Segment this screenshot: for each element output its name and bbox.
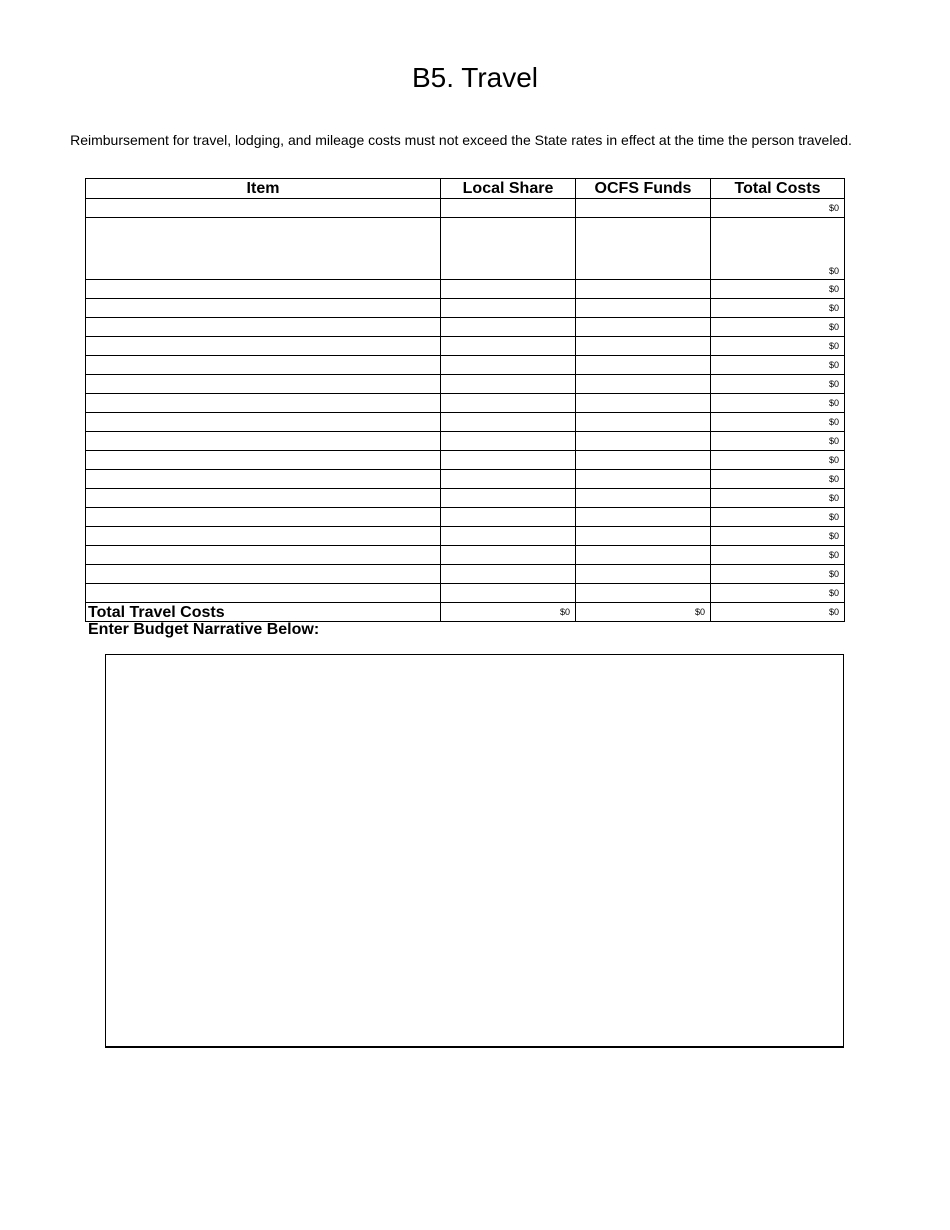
table-row	[86, 218, 845, 280]
local-share-cell[interactable]	[441, 565, 576, 584]
ocfs-funds-cell[interactable]	[576, 318, 711, 337]
row-total-cell: $0	[711, 299, 845, 318]
ocfs-funds-cell[interactable]	[576, 337, 711, 356]
row-total-cell: $0	[711, 318, 845, 337]
item-cell[interactable]	[86, 394, 441, 413]
item-cell[interactable]	[86, 584, 441, 603]
ocfs-funds-cell[interactable]	[576, 299, 711, 318]
table-row	[86, 337, 845, 356]
totals-label: Total Travel Costs	[86, 603, 441, 622]
column-header-local-share: Local Share	[441, 179, 576, 199]
ocfs-funds-cell[interactable]	[576, 413, 711, 432]
ocfs-funds-cell[interactable]	[576, 356, 711, 375]
row-total-cell: $0	[711, 546, 845, 565]
item-cell[interactable]	[86, 527, 441, 546]
table-row	[86, 299, 845, 318]
local-share-cell[interactable]	[441, 280, 576, 299]
page-title: B5. Travel	[411, 62, 539, 93]
table-header-row	[86, 179, 845, 199]
column-header-item: Item	[86, 179, 441, 199]
column-header-total-costs: Total Costs	[711, 179, 845, 199]
row-total-cell: $0	[711, 280, 845, 299]
row-total-cell: $0	[711, 375, 845, 394]
item-cell[interactable]	[86, 413, 441, 432]
row-total-cell: $0	[711, 394, 845, 413]
ocfs-funds-total: $0	[576, 603, 711, 622]
item-cell[interactable]	[86, 432, 441, 451]
local-share-cell[interactable]	[441, 356, 576, 375]
narrative-box	[105, 654, 844, 1048]
item-cell[interactable]	[86, 375, 441, 394]
narrative-label: Enter Budget Narrative Below:	[88, 621, 320, 638]
item-cell[interactable]	[86, 508, 441, 527]
table-row	[86, 470, 845, 489]
local-share-cell[interactable]	[441, 413, 576, 432]
ocfs-funds-cell[interactable]	[576, 565, 711, 584]
ocfs-funds-cell[interactable]	[576, 375, 711, 394]
table-row	[86, 356, 845, 375]
table-row	[86, 451, 845, 470]
table-row	[86, 489, 845, 508]
row-total-cell: $0	[711, 356, 845, 375]
budget-narrative-textarea[interactable]	[106, 655, 843, 1046]
table-row	[86, 584, 845, 603]
travel-budget-table	[85, 178, 845, 622]
row-total-cell: $0	[711, 218, 845, 280]
local-share-cell[interactable]	[441, 489, 576, 508]
ocfs-funds-cell[interactable]	[576, 218, 711, 280]
row-total-cell: $0	[711, 199, 845, 218]
local-share-cell[interactable]	[441, 451, 576, 470]
item-cell[interactable]	[86, 337, 441, 356]
column-header-ocfs-funds: OCFS Funds	[576, 179, 711, 199]
ocfs-funds-cell[interactable]	[576, 584, 711, 603]
table-row	[86, 199, 845, 218]
local-share-total: $0	[441, 603, 576, 622]
table-row	[86, 375, 845, 394]
row-total-cell: $0	[711, 565, 845, 584]
local-share-cell[interactable]	[441, 394, 576, 413]
item-cell[interactable]	[86, 489, 441, 508]
row-total-cell: $0	[711, 584, 845, 603]
ocfs-funds-cell[interactable]	[576, 199, 711, 218]
ocfs-funds-cell[interactable]	[576, 451, 711, 470]
row-total-cell: $0	[711, 489, 845, 508]
item-cell[interactable]	[86, 318, 441, 337]
local-share-cell[interactable]	[441, 527, 576, 546]
ocfs-funds-cell[interactable]	[576, 470, 711, 489]
table-row	[86, 546, 845, 565]
grand-total: $0	[711, 603, 845, 622]
item-cell[interactable]	[86, 470, 441, 489]
item-cell[interactable]	[86, 299, 441, 318]
local-share-cell[interactable]	[441, 199, 576, 218]
table-row	[86, 527, 845, 546]
ocfs-funds-cell[interactable]	[576, 546, 711, 565]
totals-row	[86, 603, 845, 622]
local-share-cell[interactable]	[441, 375, 576, 394]
ocfs-funds-cell[interactable]	[576, 432, 711, 451]
row-total-cell: $0	[711, 413, 845, 432]
local-share-cell[interactable]	[441, 508, 576, 527]
row-total-cell: $0	[711, 337, 845, 356]
local-share-cell[interactable]	[441, 299, 576, 318]
row-total-cell: $0	[711, 451, 845, 470]
ocfs-funds-cell[interactable]	[576, 527, 711, 546]
table-row	[86, 318, 845, 337]
table-row	[86, 394, 845, 413]
row-total-cell: $0	[711, 432, 845, 451]
item-cell[interactable]	[86, 546, 441, 565]
local-share-cell[interactable]	[441, 218, 576, 280]
table-row	[86, 508, 845, 527]
local-share-cell[interactable]	[441, 546, 576, 565]
local-share-cell[interactable]	[441, 432, 576, 451]
local-share-cell[interactable]	[441, 584, 576, 603]
ocfs-funds-cell[interactable]	[576, 280, 711, 299]
item-cell[interactable]	[86, 451, 441, 470]
item-cell[interactable]	[86, 218, 441, 280]
item-cell[interactable]	[86, 565, 441, 584]
item-cell[interactable]	[86, 356, 441, 375]
item-cell[interactable]	[86, 199, 441, 218]
table-row	[86, 432, 845, 451]
row-total-cell: $0	[711, 508, 845, 527]
ocfs-funds-cell[interactable]	[576, 394, 711, 413]
item-cell[interactable]	[86, 280, 441, 299]
local-share-cell[interactable]	[441, 318, 576, 337]
local-share-cell[interactable]	[441, 337, 576, 356]
instructions-text: Reimbursement for travel, lodging, and mileage costs must not exceed the State rates in effect at the time the person traveled.	[70, 132, 852, 148]
row-total-cell: $0	[711, 470, 845, 489]
table-row	[86, 413, 845, 432]
ocfs-funds-cell[interactable]	[576, 489, 711, 508]
local-share-cell[interactable]	[441, 470, 576, 489]
table-row	[86, 280, 845, 299]
table-row	[86, 565, 845, 584]
ocfs-funds-cell[interactable]	[576, 508, 711, 527]
row-total-cell: $0	[711, 527, 845, 546]
